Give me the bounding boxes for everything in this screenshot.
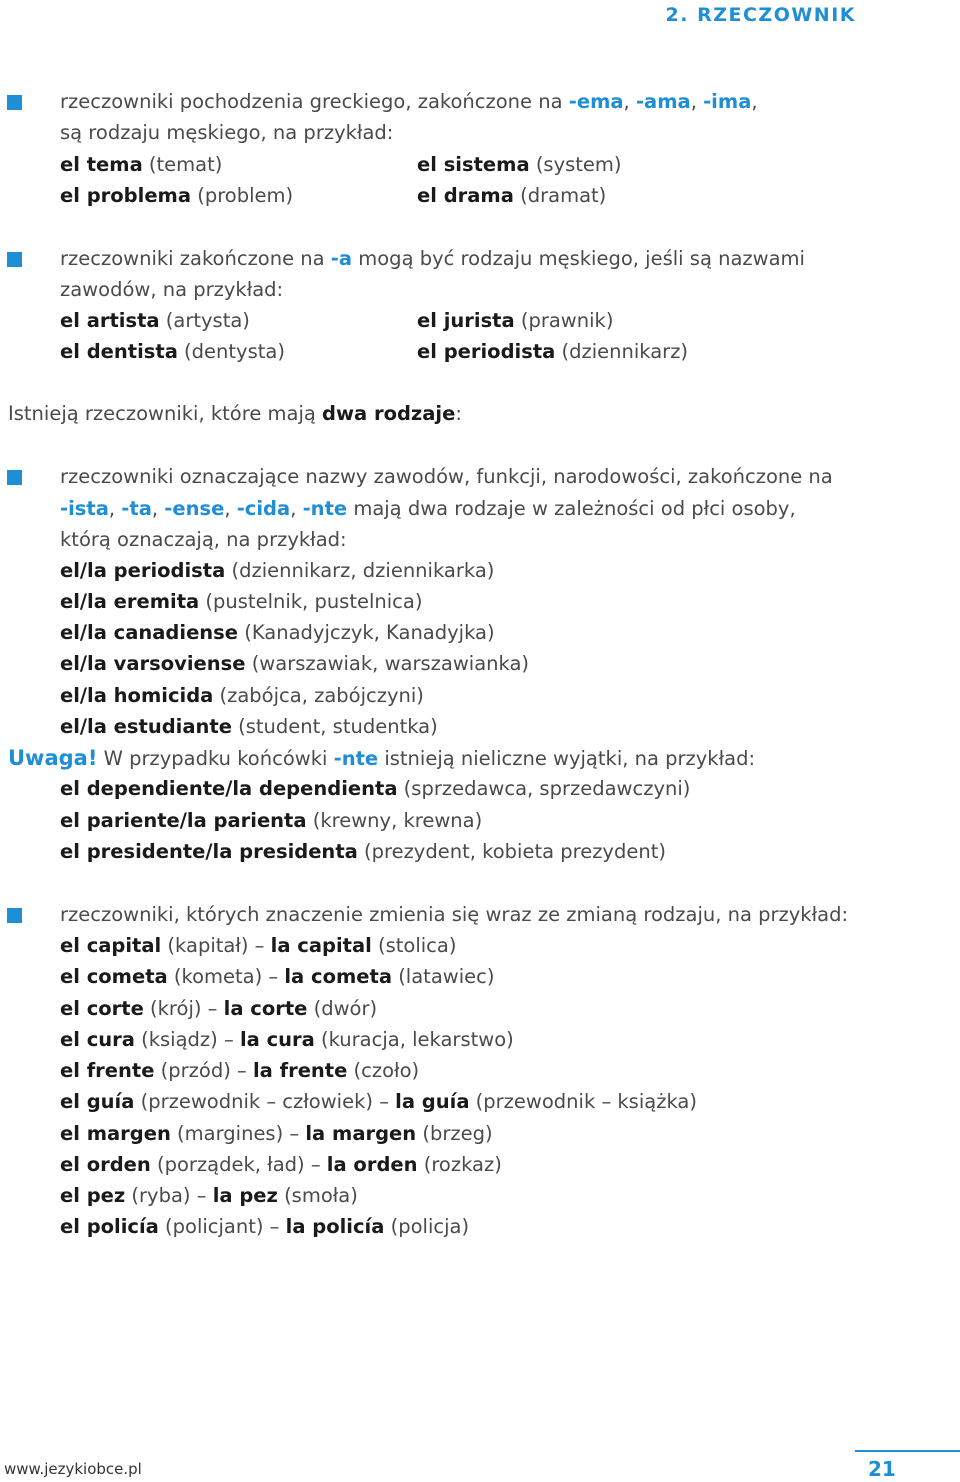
meaning-pair [60,934,456,958]
spanish-word: el jurista [417,309,515,332]
masculine-word: el frente [60,1059,155,1082]
example [417,340,688,364]
text: , [690,90,704,113]
example [60,153,222,177]
ending: -nte [302,497,348,520]
translation: (kuracja, lekarstwo) [314,1028,514,1051]
feminine-word: la orden [326,1153,418,1176]
meaning-pair [60,1153,502,1177]
meaning-pair [60,1059,419,1083]
bullet-icon [7,470,22,485]
spanish-word: el pariente/la parienta [60,809,307,832]
translation: (kapitał) [161,934,249,957]
translation: (ksiądz) [134,1028,218,1051]
dash: – [230,1059,253,1082]
text: , [623,90,636,113]
translation: (dwór) [307,997,378,1020]
translation: (czoło) [347,1059,420,1082]
exception-example [60,809,482,833]
text: , [108,497,122,520]
note [8,746,755,771]
ending: -ema [568,90,624,113]
spanish-word: el/la periodista [60,559,226,582]
translation: (przód) [154,1059,231,1082]
ending: -nte [333,747,379,770]
text: , [290,497,303,520]
text: , [751,90,758,113]
footer-website-link[interactable]: www.jezykiobce.pl [4,1460,142,1478]
chapter-title: 2. RZECZOWNIK [665,4,856,26]
spanish-word: el periodista [417,340,556,363]
spanish-word: el presidente/la presidenta [60,840,358,863]
translation: (ryba) [125,1184,191,1207]
section3-intro: rzeczowniki oznaczające nazwy zawodów, funkcji, narodowości, zakończone na [60,465,833,488]
translation: (warszawiak, warszawianka) [245,652,530,675]
feminine-word: la frente [252,1059,348,1082]
text: W przypadku końcówki [97,747,334,770]
section1-intro-line2: są rodzaju męskiego, na przykład: [60,121,394,144]
spanish-word: el tema [60,153,143,176]
spanish-word: el/la homicida [60,684,214,707]
translation: (przewodnik – człowiek) [134,1090,373,1113]
dash: – [283,1122,306,1145]
translation: (kometa) [167,965,263,988]
bullet-icon [7,95,22,110]
meaning-pair [60,965,494,989]
translation: (porządek, ład) [150,1153,305,1176]
translation: (policjant) [158,1215,264,1238]
exception-example [60,777,690,801]
section2-intro-line2: zawodów, na przykład: [60,278,284,301]
translation: (latawiec) [392,965,495,988]
dash: – [201,997,224,1020]
dash: – [217,1028,240,1051]
translation: (prawnik) [514,309,614,332]
meaning-pair [60,1122,493,1146]
section2-intro [60,247,805,271]
text: : [455,402,462,425]
example [60,559,494,583]
translation: (brzeg) [416,1122,493,1145]
spanish-word: el sistema [417,153,530,176]
spanish-word: el artista [60,309,160,332]
translation: (system) [529,153,622,176]
translation: (krewny, krewna) [306,809,483,832]
translation: (pustelnik, pustelnica) [199,590,423,613]
meaning-pair [60,1215,469,1239]
dash: – [304,1153,327,1176]
example [60,590,422,614]
translation: (stolica) [371,934,457,957]
translation: (dziennikarz, dziennikarka) [225,559,495,582]
example [60,340,285,364]
spanish-word: el drama [417,184,514,207]
feminine-word: la margen [305,1122,417,1145]
spanish-word: el dentista [60,340,178,363]
bullet-icon [7,252,22,267]
translation: (margines) [170,1122,284,1145]
ending: -a [330,247,353,270]
dash: – [190,1184,213,1207]
ending: -cida [236,497,291,520]
translation: (policja) [384,1215,470,1238]
translation: (rozkaz) [417,1153,502,1176]
translation: (krój) [143,997,202,1020]
section4-intro: rzeczowniki, których znaczenie zmienia się wraz ze zmianą rodzaju, na przykład: [60,903,849,926]
page-number-rule [855,1450,960,1452]
ending: -ima [703,90,752,113]
spanish-word: el/la eremita [60,590,200,613]
example [417,153,622,177]
feminine-word: la guía [395,1090,470,1113]
dash: – [262,965,285,988]
translation: (temat) [142,153,223,176]
dash: – [373,1090,396,1113]
text: rzeczowniki pochodzenia greckiego, zakończone na [60,90,569,113]
note-label: Uwaga! [8,746,98,770]
dash: – [263,1215,286,1238]
dash: – [248,934,271,957]
masculine-word: el guía [60,1090,135,1113]
translation: (przewodnik – książka) [469,1090,697,1113]
spanish-word: el/la estudiante [60,715,232,738]
spanish-word: el/la varsoviense [60,652,246,675]
translation: (smoła) [277,1184,358,1207]
ending: -ama [635,90,691,113]
feminine-word: la cura [239,1028,315,1051]
spanish-word: el dependiente/la dependienta [60,777,398,800]
ending: -ta [121,497,152,520]
text: Istnieją rzeczowniki, które mają [8,402,323,425]
translation: (prezydent, kobieta prezydent) [357,840,666,863]
translation: (problem) [191,184,294,207]
translation: (sprzedawca, sprzedawczyni) [397,777,691,800]
ending: -ista [60,497,109,520]
masculine-word: el margen [60,1122,171,1145]
translation: (dziennikarz) [555,340,689,363]
example [60,621,495,645]
section1-intro [60,90,758,114]
feminine-word: la cometa [284,965,392,988]
feminine-word: la corte [223,997,308,1020]
feminine-word: la capital [270,934,372,957]
translation: (dentysta) [177,340,285,363]
ending: -ense [164,497,225,520]
section3-intro-line3: którą oznaczają, na przykład: [60,528,347,551]
text: mają dwa rodzaje w zależności od płci osoby, [347,497,796,520]
example [417,309,613,333]
spanish-word: el/la canadiense [60,621,239,644]
translation: (student, studentka) [231,715,438,738]
masculine-word: el cometa [60,965,168,988]
translation: (artysta) [159,309,250,332]
masculine-word: el pez [60,1184,126,1207]
meaning-pair [60,1090,697,1114]
example [60,184,293,208]
bullet-icon [7,908,22,923]
bold-text: dwa rodzaje [322,402,456,425]
meaning-pair [60,1184,358,1208]
example [60,684,424,708]
translation: (zabójca, zabójczyni) [213,684,424,707]
masculine-word: el corte [60,997,144,1020]
feminine-word: la policía [285,1215,385,1238]
two-genders-heading [8,402,462,426]
text: mogą być rodzaju męskiego, jeśli są nazwami [352,247,805,270]
text: rzeczowniki zakończone na [60,247,331,270]
page-number: 21 [868,1457,896,1481]
translation: (Kanadyjczyk, Kanadyjka) [238,621,495,644]
example [60,715,438,739]
meaning-pair [60,997,377,1021]
text: , [151,497,165,520]
meaning-pair [60,1028,514,1052]
text: , [224,497,237,520]
exception-example [60,840,666,864]
spanish-word: el problema [60,184,192,207]
feminine-word: la pez [212,1184,278,1207]
section3-intro-line2 [60,497,796,521]
example [60,652,529,676]
text: istnieją nieliczne wyjątki, na przykład: [378,747,756,770]
masculine-word: el policía [60,1215,159,1238]
example [60,309,250,333]
masculine-word: el orden [60,1153,151,1176]
translation: (dramat) [513,184,607,207]
masculine-word: el capital [60,934,162,957]
example [417,184,606,208]
masculine-word: el cura [60,1028,135,1051]
